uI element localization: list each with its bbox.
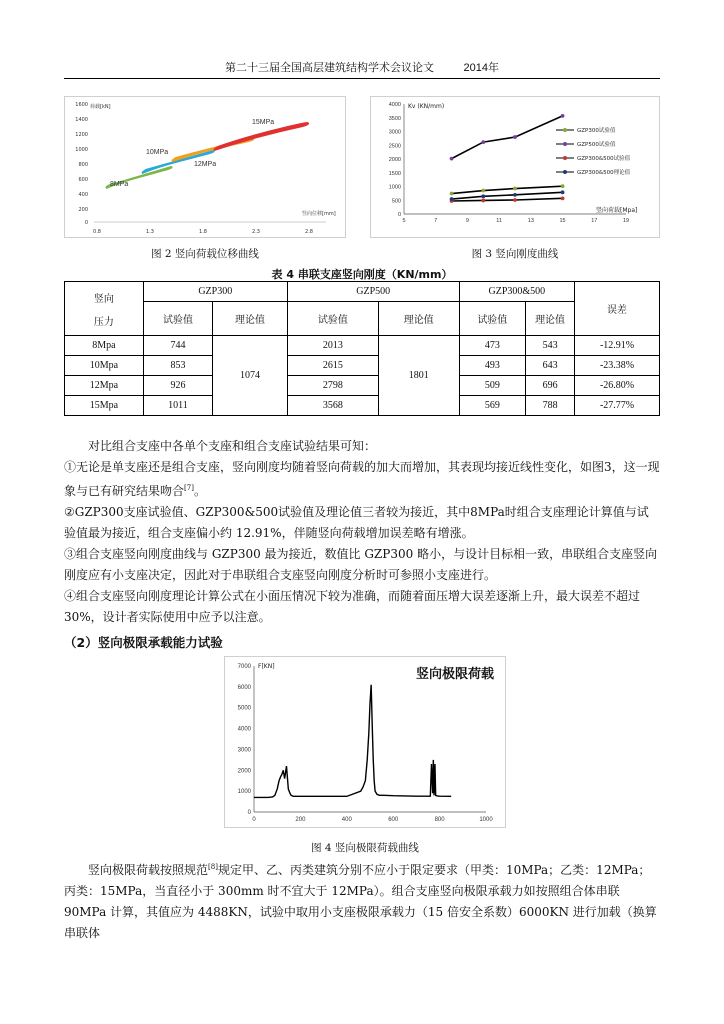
cell-value: 569 [459, 396, 525, 416]
fig3-xtick: 13 [527, 218, 534, 224]
fig4-ytick: 0 [247, 810, 251, 816]
cell-value: 696 [526, 376, 575, 396]
row-header-line1: 竖向 [93, 293, 114, 305]
table-row [65, 396, 660, 416]
header-year: 2014年 [463, 62, 499, 74]
sub-header: 试验值 [143, 302, 213, 336]
paragraph-3: ③组合支座竖向刚度曲线与 GZP300 最为接近，数值比 GZP300 略小，与设计目标相一致，串联组合支座竖向刚度应有小支座决定，因此对于串联组合支座竖向刚度分析时可参照小支座进行。 [64, 547, 658, 582]
table4 [64, 281, 660, 416]
fig3-legend-marker [563, 156, 567, 160]
figure4-caption: 图 4 竖向极限荷载曲线 [311, 842, 419, 854]
figure3-chart [370, 96, 660, 238]
error-header: 误差 [575, 282, 660, 336]
cell-value: 493 [459, 356, 525, 376]
fig3-legend-marker [563, 128, 567, 132]
row-header-line2: 压力 [93, 316, 114, 328]
sub-header: 理论值 [378, 302, 459, 336]
cell-value: 509 [459, 376, 525, 396]
fig4-ytick: 4000 [237, 726, 251, 733]
fig3-point [513, 198, 517, 202]
fig4-xtick: 600 [388, 817, 399, 823]
cell-gzp300-theory: 1074 [213, 336, 288, 416]
fig2-label-8mpa: 8MPa [110, 181, 129, 188]
fig4-xtick: 0 [252, 817, 256, 823]
table-row [65, 356, 660, 376]
table4-title: 表 4 串联支座竖向刚度（KN/mm） [271, 268, 453, 281]
fig4-xtick: 200 [295, 817, 306, 823]
fig3-ytick: 1500 [388, 170, 401, 177]
fig3-legend-label: GZP300&500理论值 [577, 170, 631, 176]
sub-header: 试验值 [287, 302, 378, 336]
fig4-xtick: 400 [341, 817, 352, 823]
fig2-ytick: 0 [84, 220, 88, 226]
cell-value: 926 [143, 376, 213, 396]
figure2-chart [64, 96, 346, 238]
citation-7: [7] [184, 484, 194, 492]
cell-value: 744 [143, 336, 213, 356]
fig3-point [561, 196, 565, 200]
fig2-ylabel: 荷载[kN] [90, 104, 111, 110]
citation-8: [8] [208, 863, 218, 871]
fig2-ytick: 800 [78, 162, 88, 168]
fig3-point [481, 189, 485, 193]
fig2-xtick: 1.3 [146, 229, 154, 235]
cell-gzp500-theory: 1801 [378, 336, 459, 416]
fig3-legend-marker [563, 142, 567, 146]
fig2-ytick: 1200 [75, 132, 88, 138]
fig3-legend-label: GZP300&500试验值 [577, 156, 631, 162]
p5-text-b: 规定甲、乙、丙类建筑分别不应小于限定要求（甲类：10MPa；乙类：12MPa；丙类：15MPa，当直径小于 300mm 时不宜大于 12MPa）。组合支座竖向极限承载力如按照组合体串联 90MPa 计算，其值应为 4488KN，试验中取用小支座极限承载力（15 倍安全系数）6000KN 进行加载（换算串联体 [64, 863, 657, 940]
cell-error: -23.38% [575, 356, 660, 376]
cell-value: 2615 [287, 356, 378, 376]
figure2-caption: 图 2 竖向荷载位移曲线 [151, 248, 259, 260]
fig4-ytick: 6000 [237, 684, 251, 691]
fig3-ytick: 2500 [388, 143, 401, 150]
fig2-ytick: 1400 [75, 117, 88, 123]
fig4-title: 竖向极限荷载 [416, 667, 495, 682]
fig3-point [513, 135, 517, 139]
cell-value: 2798 [287, 376, 378, 396]
fig3-legend-label: GZP500试验值 [577, 142, 616, 148]
sub-header: 理论值 [526, 302, 575, 336]
fig3-legend-marker [563, 170, 567, 174]
cell-value: 1011 [143, 396, 213, 416]
figure3-caption: 图 3 竖向刚度曲线 [471, 248, 559, 260]
sub-header: 试验值 [459, 302, 525, 336]
fig2-xtick: 1.8 [199, 229, 207, 235]
cell-value: 473 [459, 336, 525, 356]
fig3-ytick: 1000 [388, 184, 401, 191]
fig3-point [513, 187, 517, 191]
fig3-xtick: 17 [591, 218, 598, 224]
table4-row-header [65, 282, 144, 336]
cell-value: 853 [143, 356, 213, 376]
fig3-xtick: 7 [434, 218, 438, 224]
paragraph-5 [64, 857, 660, 944]
fig2-ytick: 400 [78, 192, 88, 198]
fig4-ytick: 1000 [237, 789, 251, 796]
group-gzp300: GZP300 [143, 282, 287, 302]
section-heading: （2）竖向极限承载能力试验 [64, 635, 223, 650]
cell-pressure: 8Mpa [65, 336, 144, 356]
fig3-ytick: 0 [397, 212, 401, 218]
page-header [64, 60, 660, 79]
p1-text: ①无论是单支座还是组合支座，竖向刚度均随着竖向荷载的加大而增加，其表现均接近线性变化，如图3，这一现象与已有研究结果吻合 [64, 460, 660, 498]
fig3-xtick: 5 [402, 218, 406, 224]
cell-value: 543 [526, 336, 575, 356]
p5-text-a: 竖向极限荷载按照规范 [88, 863, 209, 877]
fig3-point [481, 199, 485, 203]
fig2-xtick: 2.3 [252, 229, 260, 235]
paragraph-intro: 对比组合支座中各单个支座和组合支座试验结果可知： [88, 439, 377, 453]
fig3-point [450, 197, 454, 201]
paragraph-4: ④组合支座竖向刚度理论计算公式在小面压情况下较为准确，而随着面压增大误差逐渐上升，最大误差不超过 30%，设计者实际使用中应予以注意。 [64, 589, 641, 624]
cell-error: -27.77% [575, 396, 660, 416]
cell-pressure: 12Mpa [65, 376, 144, 396]
fig4-ytick: 7000 [237, 664, 251, 670]
group-gzp300-500: GZP300&500 [459, 282, 575, 302]
cell-value: 2013 [287, 336, 378, 356]
group-gzp500: GZP500 [287, 282, 459, 302]
fig3-point [561, 184, 565, 188]
fig4-xtick: 1000 [479, 817, 493, 823]
body-text-2 [64, 857, 660, 944]
fig2-ytick: 600 [78, 177, 88, 183]
p1-end: 。 [193, 484, 206, 498]
fig4-ytick: 5000 [237, 705, 251, 712]
body-text-1 [64, 436, 660, 628]
fig3-xlabel: 竖向荷载[Mpa] [596, 207, 638, 214]
cell-error: -26.80% [575, 376, 660, 396]
conference-title: 第二十三届全国高层建筑结构学术会议论文 [225, 61, 434, 74]
cell-value: 788 [526, 396, 575, 416]
fig2-label-12mpa: 12MPa [194, 161, 217, 168]
fig3-ytick: 500 [391, 198, 401, 205]
cell-value: 3568 [287, 396, 378, 416]
table-row [65, 336, 660, 356]
fig4-ytick: 2000 [237, 768, 251, 775]
fig3-point [561, 190, 565, 194]
fig4-xtick: 800 [434, 817, 445, 823]
figure4-chart [224, 656, 506, 828]
cell-error: -12.91% [575, 336, 660, 356]
fig3-legend-label: GZP300试验值 [577, 128, 616, 134]
fig2-xlabel: 竖向位移[mm] [302, 211, 336, 217]
paragraph-1 [64, 457, 660, 502]
fig2-label-15mpa: 15MPa [252, 119, 275, 126]
fig2-ytick: 1600 [75, 102, 88, 108]
fig3-xtick: 9 [465, 218, 469, 224]
fig4-ylabel: F[KN] [258, 663, 275, 670]
fig3-xtick: 11 [496, 218, 503, 224]
fig3-ytick: 2000 [388, 157, 401, 163]
fig2-xtick: 2.8 [305, 229, 313, 235]
sub-header: 理论值 [213, 302, 288, 336]
fig3-ytick: 3500 [388, 115, 401, 122]
fig3-ylabel: Kv (KN/mm) [408, 103, 445, 110]
fig3-point [450, 157, 454, 161]
fig2-label-10mpa: 10MPa [146, 149, 169, 156]
fig3-ytick: 4000 [388, 102, 401, 108]
fig2-ytick: 200 [78, 207, 88, 213]
paragraph-2: ②GZP300支座试验值、GZP300&500试验值及理论值三者较为接近，其中8MPa时组合支座理论计算值与试验值最为接近，组合支座偏小约 12.91%，伴随竖向荷载增加误差略有增涨。 [64, 505, 649, 540]
fig2-ytick: 1000 [75, 147, 88, 153]
cell-pressure: 10Mpa [65, 356, 144, 376]
fig4-ytick: 3000 [237, 747, 251, 754]
fig3-point [481, 194, 485, 198]
fig3-xtick: 19 [622, 218, 630, 224]
fig2-xtick: 0.8 [93, 229, 101, 235]
fig3-xtick: 15 [559, 218, 566, 224]
table-row [65, 376, 660, 396]
fig3-point [561, 114, 565, 118]
fig3-point [513, 193, 517, 197]
fig3-ytick: 3000 [388, 129, 401, 136]
cell-value: 643 [526, 356, 575, 376]
fig3-point [481, 140, 485, 144]
cell-pressure: 15Mpa [65, 396, 144, 416]
fig3-point [450, 192, 454, 196]
